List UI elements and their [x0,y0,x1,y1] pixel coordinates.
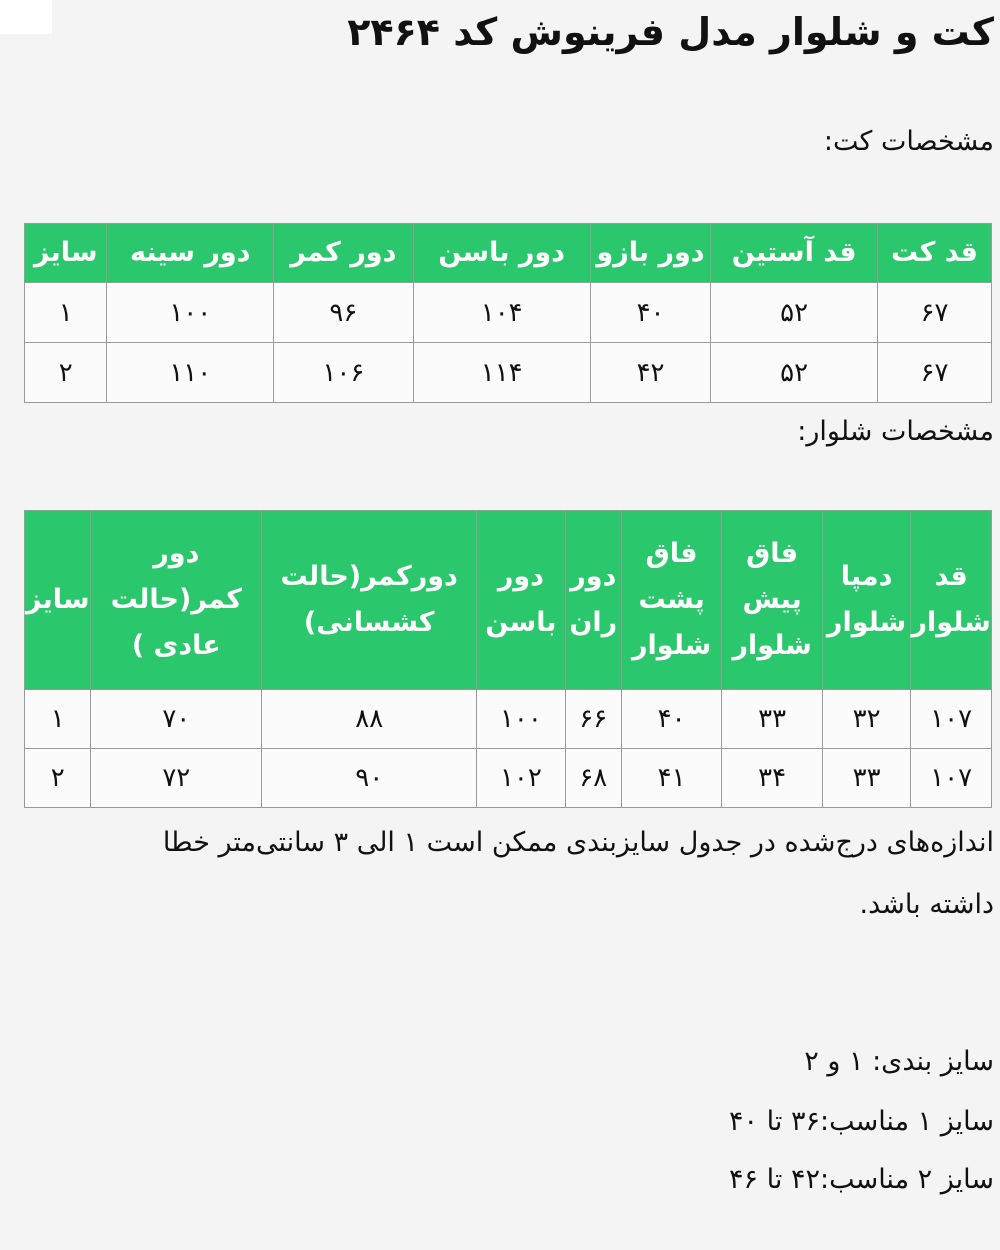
header-cell: دورکمر(حالت کشسانی) [262,511,477,690]
measurement-note: اندازه‌های درج‌شده در جدول سایزبندی ممکن است ۱ الی ۳ سانتی‌متر خطا داشته باشد. [162,827,994,920]
size-2-fit-line: سایز ۲ مناسب:۴۲ تا ۴۶ [729,1164,994,1195]
table-cell: ۱۰۰ [477,690,565,749]
jacket-section-label: مشخصات کت: [823,126,994,157]
table-cell: ۳۴ [722,749,822,808]
table-cell: ۶۷ [878,343,992,403]
pants-section-label: مشخصات شلوار: [797,416,994,447]
table-cell: ۸۸ [262,690,477,749]
table-row [25,690,992,749]
header-cell: سایز [25,224,107,283]
table-cell: ۷۰ [91,690,262,749]
header-cell: دور بازو [590,224,710,283]
header-cell: دمپا شلوار [822,511,910,690]
table-cell: ۱۰۰ [107,283,274,343]
table-cell: ۲ [25,343,107,403]
page-title: کت و شلوار مدل فرینوش کد ۲۴۶۴ [347,10,994,54]
header-cell: دور باسن [413,224,590,283]
table-row [25,749,992,808]
table-cell: ۱ [25,690,91,749]
header-cell: قد کت [878,224,992,283]
table-cell: ۵۲ [711,343,878,403]
table-cell: ۴۰ [621,690,721,749]
header-cell: قد آستین [711,224,878,283]
jacket-size-table [24,223,992,403]
header-cell: دور ران [565,511,621,690]
table-cell: ۷۲ [91,749,262,808]
table-row [25,283,992,343]
table-cell: ۳۳ [822,749,910,808]
table-cell: ۱۱۴ [413,343,590,403]
table-cell: ۱۰۴ [413,283,590,343]
header-cell: قد شلوار [911,511,992,690]
table-row [25,343,992,403]
table-cell: ۳۲ [822,690,910,749]
table-cell: ۶۸ [565,749,621,808]
table-cell: ۹۰ [262,749,477,808]
header-cell: فاق پیش شلوار [722,511,822,690]
table-cell: ۱۰۷ [911,690,992,749]
table-cell: ۶۶ [565,690,621,749]
table-cell: ۶۷ [878,283,992,343]
header-cell: سایز [25,511,91,690]
header-cell: فاق پشت شلوار [621,511,721,690]
size-range-line: سایز بندی: ۱ و ۲ [804,1046,994,1077]
table-header-row [25,511,992,690]
table-cell: ۴۱ [621,749,721,808]
table-cell: ۱۰۶ [274,343,413,403]
table-cell: ۵۲ [711,283,878,343]
table-cell: ۱۰۲ [477,749,565,808]
top-corner-box [0,0,52,34]
table-cell: ۱ [25,283,107,343]
size-1-fit-line: سایز ۱ مناسب:۳۶ تا ۴۰ [729,1106,994,1137]
table-cell: ۱۱۰ [107,343,274,403]
header-cell: دور باسن [477,511,565,690]
header-cell: دور کمر [274,224,413,283]
header-cell: دور سینه [107,224,274,283]
header-cell: دور کمر(حالت عادی ) [91,511,262,690]
table-header-row [25,224,992,283]
table-cell: ۴۰ [590,283,710,343]
table-cell: ۳۳ [722,690,822,749]
table-cell: ۴۲ [590,343,710,403]
table-cell: ۲ [25,749,91,808]
table-cell: ۹۶ [274,283,413,343]
pants-size-table [24,510,992,808]
table-cell: ۱۰۷ [911,749,992,808]
